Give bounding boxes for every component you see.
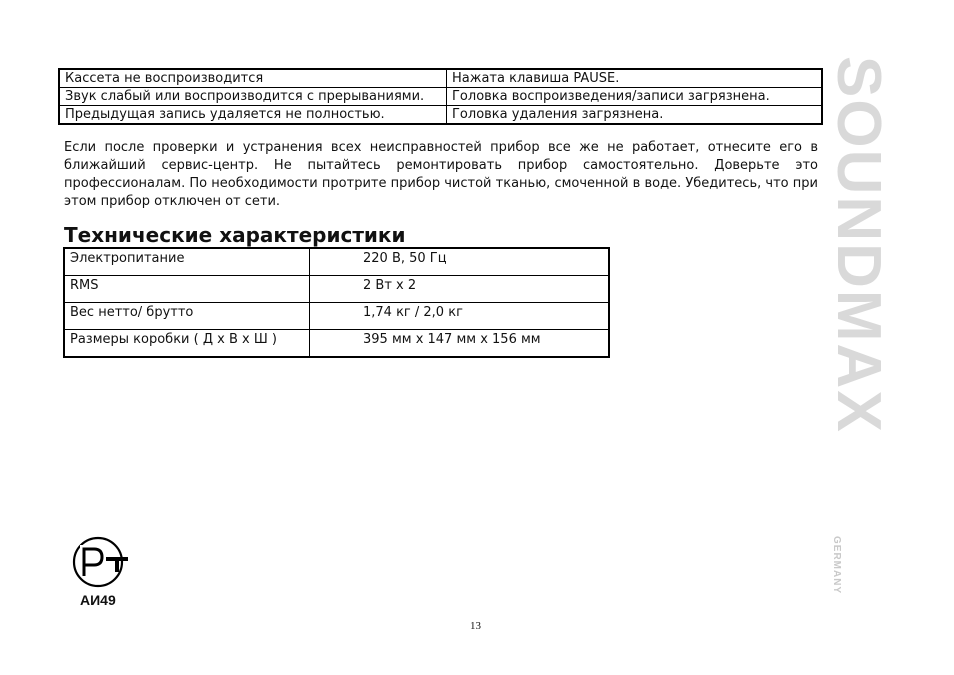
spec-name: Вес нетто/ брутто xyxy=(64,303,310,330)
troubleshooting-table xyxy=(58,68,823,125)
cause-cell: Нажата клавиша PAUSE. xyxy=(447,69,823,88)
spec-value: 395 мм х 147 мм х 156 мм xyxy=(310,330,610,358)
table-row xyxy=(64,330,609,358)
spec-name: RMS xyxy=(64,276,310,303)
certification-code: АИ49 xyxy=(80,592,116,608)
brand-subtitle: GERMANY xyxy=(831,536,842,595)
problem-cell: Звук слабый или воспроизводится с прерываниями. xyxy=(59,88,447,106)
specs-heading: Технические характеристики xyxy=(64,223,406,247)
service-note: Если после проверки и устранения всех неисправностей прибор все же не работает, отнесите его в ближайший сервис-центр. Не пытайтесь ремонтировать прибор самостоятельно. Доверьте это профессионалам. По необходимости протрите прибор чистой тканью, смоченной в воде. Убедитесь, что при этом прибор отключен от сети. xyxy=(64,140,818,209)
brand-watermark xyxy=(824,56,893,616)
spec-name: Размеры коробки ( Д х В х Ш ) xyxy=(64,330,310,358)
spec-value: 220 В, 50 Гц xyxy=(310,248,610,276)
specs-table xyxy=(63,247,610,358)
table-row xyxy=(59,88,822,106)
problem-cell: Предыдущая запись удаляется не полностью. xyxy=(59,106,447,125)
table-row xyxy=(64,276,609,303)
gost-r-certification-icon xyxy=(72,536,130,588)
spec-value: 1,74 кг / 2,0 кг xyxy=(310,303,610,330)
table-row xyxy=(64,248,609,276)
cause-cell: Головка удаления загрязнена. xyxy=(447,106,823,125)
problem-cell: Кассета не воспроизводится xyxy=(59,69,447,88)
cause-cell: Головка воспроизведения/записи загрязнена. xyxy=(447,88,823,106)
table-row xyxy=(59,106,822,125)
brand-logo: SOUNDMAX xyxy=(824,56,893,434)
spec-value: 2 Вт х 2 xyxy=(310,276,610,303)
table-row xyxy=(59,69,822,88)
page-number: 13 xyxy=(470,620,481,632)
table-row xyxy=(64,303,609,330)
spec-name: Электропитание xyxy=(64,248,310,276)
